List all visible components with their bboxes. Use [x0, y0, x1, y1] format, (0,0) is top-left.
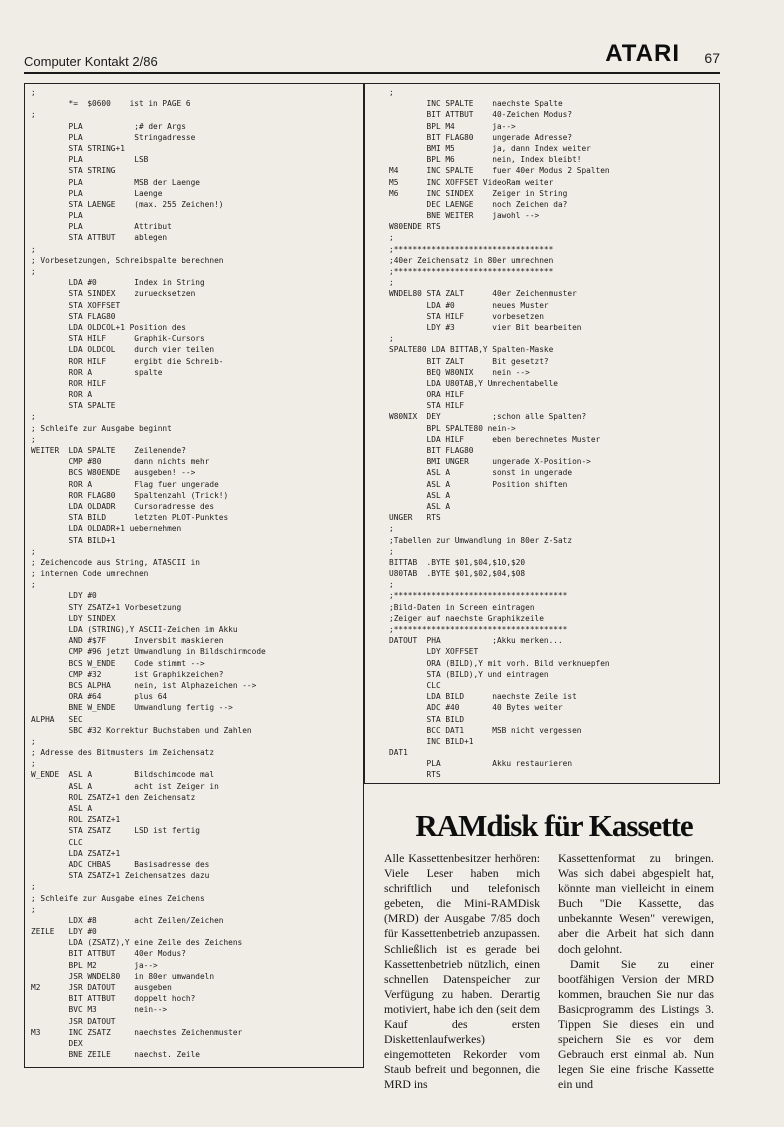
code-line: BCS W80ENDE ausgeben! -->	[68, 468, 196, 478]
code-line: SPALTE80 LDA BITTAB,Y Spalten-Maske	[389, 345, 554, 355]
code-line: BIT FLAG80 ungerade Adresse?	[426, 132, 573, 142]
code-line: BNE WEITER jawohl -->	[426, 211, 540, 221]
code-line: ORA HILF	[426, 390, 465, 400]
code-line: ;	[31, 546, 36, 556]
code-line: ROL ZSATZ+1	[68, 815, 121, 825]
code-line: ;Tabellen zur Umwandlung in 80er Z-Satz	[389, 535, 573, 545]
code-line: LDA (STRING),Y ASCII-Zeichen im Akku	[68, 625, 238, 634]
code-line: PLA	[68, 211, 83, 221]
code-line: ;**********************************	[389, 244, 554, 254]
header-rule	[24, 72, 720, 74]
code-line: CMP #32 ist Graphikzeichen?	[68, 669, 224, 679]
article-paragraph: Alle Kassettenbesitzer herhören: Viele Leser haben mich schriftlich und telefonisch gebeten, die Mini-RAMDisk (MRD) der Ausgabe 7/85 doch für Kassettenbetrieb anzupassen. Schließlich ist es gerade bei Kassettenbetrieb nützlich, einen schnellen Datenspeicher zur Verfügung zu haben. Derartig motiviert, habe ich den (seit dem Kauf des ersten Diskettenlaufwerkes) eingemotteten Rekorder vom Staub befreit und begonnen, die MRD ins	[384, 851, 540, 1092]
code-line: BIT ATTBUT doppelt hoch?	[68, 994, 196, 1004]
code-line: ;	[389, 278, 394, 288]
code-line: STA BILD letzten PLOT-Punktes	[68, 513, 229, 523]
code-line: BNE W_ENDE Umwandlung fertig -->	[68, 703, 233, 713]
code-line: STA SPALTE	[68, 401, 116, 411]
code-line: ; Adresse des Bitmusters im Zeichensatz	[31, 748, 215, 758]
code-line: INC SPALTE naechste Spalte	[426, 99, 563, 109]
code-line: BPL M2 ja-->	[68, 960, 158, 970]
code-line: W80NIX DEY ;schon alle Spalten?	[389, 412, 587, 422]
code-line: PLA ;# der Args	[68, 121, 186, 131]
code-line: JSR DATOUT	[68, 1016, 116, 1026]
article-paragraph: Kassettenformat zu bringen. Was sich dabei abgespielt hat, könnte man vielleicht in einem Buch "Die Kassette, das unbekannte Wesen" verewigen, aber die Arbeit hat sich dann doch gelohnt.	[558, 851, 714, 956]
code-line: ;	[31, 736, 36, 746]
code-line: WNDEL80 STA ZALT 40er Zeichenmuster	[389, 289, 577, 299]
code-line: ROR A Flag fuer ungerade	[68, 479, 219, 489]
code-line: ALPHA SEC	[31, 714, 83, 724]
magazine-issue: Computer Kontakt 2/86	[24, 54, 158, 69]
code-line: STA ZSATZ+1 Zeichensatzes dazu	[68, 871, 210, 881]
code-line: M3 INC ZSATZ naechstes Zeichenmuster	[31, 1027, 243, 1037]
code-line: ZEILE LDY #0	[31, 927, 97, 937]
code-line: PLA Akku restaurieren	[426, 759, 573, 769]
code-line: RTS	[389, 770, 441, 780]
assembly-listing-right	[389, 87, 610, 781]
code-line: M2 JSR DATOUT ausgeben	[31, 983, 172, 992]
code-line: ;	[31, 110, 36, 120]
code-line: UNGER RTS	[389, 513, 441, 523]
code-line: ASL A	[426, 490, 451, 500]
code-line: BIT FLAG80	[426, 446, 474, 455]
code-line: LDA OLDADR Cursoradresse des	[68, 501, 215, 511]
code-line: ;Bild-Daten in Screen eintragen	[389, 602, 535, 612]
code-line: ;	[389, 233, 394, 243]
page-number: 67	[704, 50, 720, 66]
code-line: PLA MSB der Laenge	[68, 177, 200, 187]
code-line: ;	[389, 524, 394, 534]
code-line: W80ENDE RTS	[389, 222, 441, 232]
code-line: ASL A	[68, 804, 93, 813]
code-line: ;	[31, 759, 36, 769]
code-line: STA HILF vorbesetzen	[426, 311, 544, 321]
code-line: ;	[389, 334, 394, 344]
code-line: JSR WNDEL80 in 80er umwandeln	[68, 971, 215, 981]
code-line: INC BILD+1	[426, 736, 474, 746]
code-line: ASL A	[426, 501, 451, 511]
code-line: STA (BILD),Y und eintragen	[426, 669, 549, 679]
code-line: BNE ZEILE naechst. Zeile	[31, 1050, 200, 1060]
code-line: ; Schleife zur Ausgabe eines Zeichens	[31, 893, 205, 903]
code-line: ;	[31, 412, 36, 422]
code-line: ; internen Code umrechnen	[31, 569, 149, 579]
code-line: M5 INC XOFFSET VideoRam weiter	[389, 177, 554, 187]
code-line: BCC DAT1 MSB nicht vergessen	[426, 725, 582, 735]
code-line: U80TAB .BYTE $01,$02,$04,$08	[389, 569, 526, 579]
code-line: ;**********************************	[389, 267, 554, 276]
code-line: BVC M3 nein-->	[68, 1005, 168, 1015]
code-line: ROR FLAG80 Spaltenzahl (Trick!)	[68, 490, 229, 500]
code-line: LDA ZSATZ+1	[68, 848, 121, 858]
code-line: ;	[31, 267, 36, 276]
code-line: ADC CHBAS Basisadresse des	[68, 859, 210, 869]
code-line: LDA #0 Index in String	[68, 278, 205, 288]
code-line: PLA LSB	[68, 155, 149, 165]
code-line: BMI UNGER ungerade X-Position->	[426, 457, 591, 467]
code-line: CLC	[68, 837, 83, 847]
code-line: STA BILD	[426, 714, 465, 724]
code-line: PLA Attribut	[68, 222, 172, 232]
code-line: CMP #96 jetzt Umwandlung in Bildschirmcode	[68, 647, 266, 657]
code-line: LDA BILD naechste Zeile ist	[426, 692, 577, 702]
code-line: BPL M4 ja-->	[426, 121, 516, 131]
code-line: ASL A sonst in ungerade	[426, 468, 573, 478]
code-line: ROR HILF	[68, 378, 107, 388]
code-line: LDA #0 neues Muster	[426, 300, 549, 310]
code-line: BCS ALPHA nein, ist Alphazeichen -->	[68, 680, 257, 690]
code-line: BPL M6 nein, Index bleibt!	[426, 155, 582, 165]
code-line: STA STRING+1	[68, 143, 125, 153]
code-line: ;	[31, 244, 36, 254]
code-line: BIT ATTBUT 40-Zeichen Modus?	[426, 110, 573, 120]
code-line: ;Zeiger auf naechste Graphikzeile	[389, 613, 544, 623]
code-line: STA FLAG80	[68, 311, 116, 321]
code-line: LDA (ZSATZ),Y eine Zeile des Zeichens	[68, 938, 243, 948]
code-line: DEX	[68, 1038, 83, 1048]
code-line: BCS W_ENDE Code stimmt -->	[68, 658, 205, 668]
code-line: CMP #80 dann nichts mehr	[68, 457, 210, 467]
page-header	[24, 40, 720, 70]
code-line: BEQ W80NIX nein -->	[426, 367, 530, 377]
code-line: ;	[389, 88, 394, 97]
code-line: LDA OLDCOL durch vier teilen	[68, 345, 215, 355]
code-line: M6 INC SINDEX Zeiger in String	[389, 188, 568, 198]
article-column-1	[384, 851, 540, 1092]
code-line: LDA OLDCOL+1 Position des	[68, 322, 186, 332]
code-line: STA LAENGE (max. 255 Zeichen!)	[68, 199, 224, 209]
code-line: STA ATTBUT ablegen	[68, 233, 168, 243]
article-column-2	[558, 851, 714, 1092]
code-line: M4 INC SPALTE fuer 40er Modus 2 Spalten	[389, 166, 610, 176]
code-line: ; Zeichencode aus String, ATASCII in	[31, 557, 200, 567]
code-line: W_ENDE ASL A Bildschimcode mal	[31, 770, 215, 780]
code-line: ;40er Zeichensatz in 80er umrechnen	[389, 255, 554, 265]
code-line: ;	[31, 882, 36, 892]
code-line: SBC #32 Korrektur Buchstaben und Zahlen	[68, 725, 252, 735]
code-line: ;	[31, 434, 36, 444]
code-line: BIT ZALT Bit gesetzt?	[426, 356, 549, 366]
code-line: ;	[31, 580, 36, 590]
code-line: LDY #3 vier Bit bearbeiten	[426, 322, 582, 332]
assembly-listing-left	[31, 87, 266, 1060]
code-line: LDY XOFFSET	[426, 647, 479, 657]
code-line: ADC #40 40 Bytes weiter	[426, 703, 563, 713]
code-line: ;	[389, 546, 394, 556]
code-line: ROR HILF ergibt die Schreib-	[68, 356, 224, 366]
code-line: DEC LAENGE noch Zeichen da?	[426, 199, 568, 209]
code-line: ROL ZSATZ+1 den Zeichensatz	[68, 792, 196, 802]
code-line: BMI M5 ja, dann Index weiter	[426, 143, 591, 153]
code-line: CLC	[426, 680, 441, 690]
code-line: LDY SINDEX	[68, 613, 116, 623]
code-line: STY ZSATZ+1 Vorbesetzung	[68, 602, 182, 612]
code-line: LDA HILF eben berechnetes Muster	[426, 434, 601, 444]
code-line: STA STRING	[68, 166, 116, 176]
article-paragraph: Damit Sie zu einer bootfähigen Version der MRD kommen, brauchen Sie nur das Basicprogramm des Listings 3. Tippen Sie dieses ein und speichern Sie es vor dem Gebrauch erst einmal ab. Nun legen Sie eine frische Kassette ein und	[558, 956, 714, 1092]
code-line: LDA OLDADR+1 uebernehmen	[68, 524, 182, 534]
code-line: ; Vorbesetzungen, Schreibspalte berechnen	[31, 255, 224, 265]
code-line: *= $0600 ist in PAGE 6	[68, 99, 191, 109]
code-line: ;*************************************	[389, 625, 568, 634]
code-line: STA SINDEX zuruecksetzen	[68, 289, 196, 299]
code-line: ;*************************************	[389, 591, 568, 601]
code-line: DATOUT PHA ;Akku merken...	[389, 636, 563, 646]
code-line: ;	[31, 904, 36, 914]
code-line: PLA Laenge	[68, 188, 163, 198]
code-line: ROR A	[68, 390, 93, 400]
code-line: STA ZSATZ LSD ist fertig	[68, 826, 200, 836]
code-line: AND #$7F Inversbit maskieren	[68, 636, 224, 646]
code-line: ROR A spalte	[68, 367, 163, 377]
code-line: BPL SPALTE80 nein->	[426, 423, 516, 433]
code-line: ORA #64 plus 64	[68, 692, 168, 702]
code-line: LDX #8 acht Zeilen/Zeichen	[68, 915, 224, 925]
article-title: RAMdisk für Kassette	[415, 808, 693, 843]
code-line: LDY #0	[68, 591, 97, 601]
code-line: DAT1	[389, 748, 408, 758]
code-line: ;	[389, 580, 394, 590]
code-line: ASL A acht ist Zeiger in	[68, 781, 219, 791]
section-brand: ATARI	[605, 40, 680, 67]
code-line: PLA Stringadresse	[68, 132, 196, 142]
code-line: STA HILF Graphik-Cursors	[68, 334, 205, 344]
code-line: LDA U80TAB,Y Umrechentabelle	[426, 378, 558, 388]
code-line: ASL A Position shiften	[426, 479, 568, 489]
code-line: BIT ATTBUT 40er Modus?	[68, 949, 186, 959]
code-line: STA HILF	[426, 401, 465, 411]
code-line: ;	[31, 88, 36, 97]
code-line: WEITER LDA SPALTE Zeilenende?	[31, 446, 186, 455]
code-line: STA BILD+1	[68, 535, 116, 545]
code-line: STA XOFFSET	[68, 300, 121, 310]
code-line: BITTAB .BYTE $01,$04,$10,$20	[389, 557, 526, 567]
code-line: ; Schleife zur Ausgabe beginnt	[31, 423, 172, 433]
code-line: ORA (BILD),Y mit vorh. Bild verknuepfen	[426, 658, 610, 668]
